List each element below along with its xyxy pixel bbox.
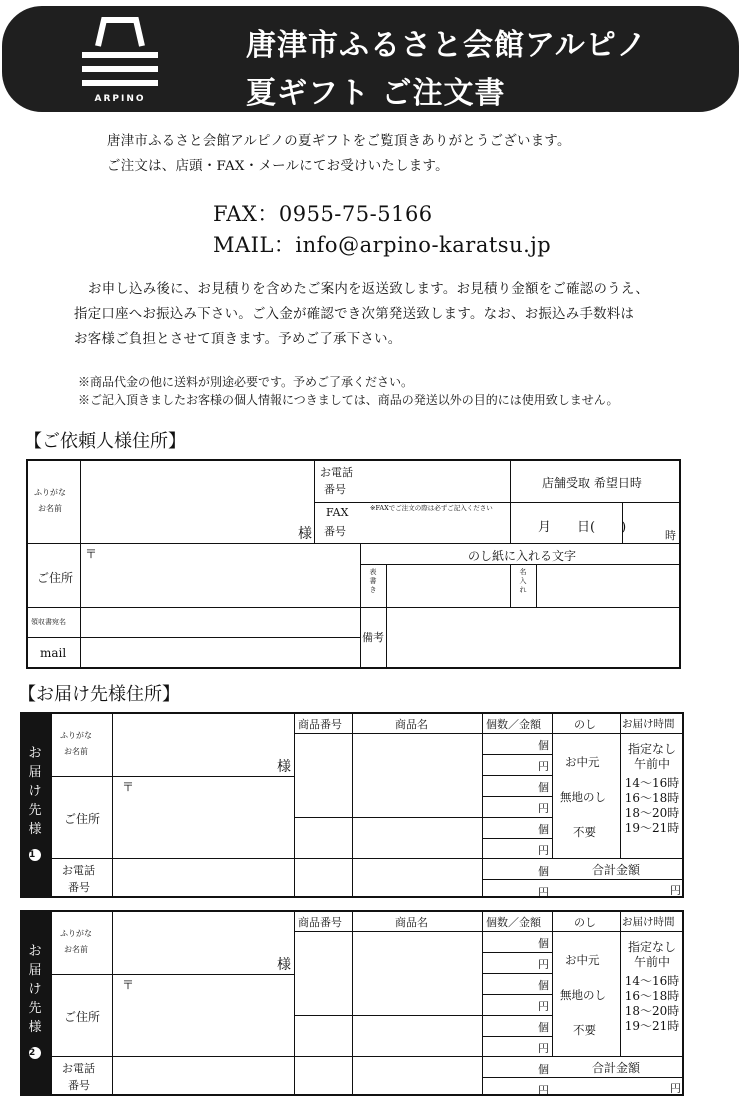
delivery-name-field[interactable]	[113, 714, 294, 776]
noshi-text-label: のし紙に入れる文字	[468, 549, 577, 563]
delivery-time-option[interactable]: 16〜18時	[624, 791, 680, 805]
pickup-label: 店舗受取 希望日時	[542, 476, 642, 490]
total-yen-unit: 円	[670, 884, 681, 897]
noshi-option-ochugen[interactable]: お中元	[565, 953, 600, 967]
delivery-time-options	[622, 940, 682, 1034]
requester-name-field[interactable]	[81, 461, 314, 543]
requester-fax-field[interactable]	[361, 511, 510, 543]
delivery-name-label: お名前	[64, 945, 88, 954]
delivery-time-options	[622, 742, 682, 836]
product-code-field[interactable]	[295, 817, 352, 858]
product-name-field[interactable]	[353, 734, 482, 817]
nairei-field[interactable]	[537, 565, 679, 607]
nairei-label: 名 入 れ	[519, 568, 527, 594]
col-noshi: のし	[574, 916, 596, 929]
col-delivery-time: お届け時間	[622, 916, 675, 928]
delivery-number-badge: 2	[29, 1047, 41, 1059]
qty-unit: 個	[538, 739, 549, 752]
delivery-phone-label2: 番号	[68, 1079, 90, 1092]
delivery-postal-mark: 〒	[122, 780, 135, 794]
pickup-time-unit: 時	[665, 529, 676, 542]
noshi-option-plain[interactable]: 無地のし	[560, 790, 606, 804]
qty-unit: 個	[538, 1063, 549, 1076]
requester-heading: 【ご依頼人様住所】	[24, 431, 186, 452]
col-qty-amount: 個数／金額	[486, 916, 541, 929]
qty-unit: 個	[538, 823, 549, 836]
col-qty-amount: 個数／金額	[486, 718, 541, 731]
body-line1: お申し込み後に、お見積りを含めたご案内を返送致します。お見積り金額をご確認のうえ、	[88, 282, 650, 297]
delivery-form	[50, 712, 684, 898]
delivery-side-label: お 届 け 先 様	[28, 746, 42, 837]
body-line2: 指定口座へお振込み下さい。ご入金が確認でき次第発送致します。なお、お振込み手数料は	[74, 307, 635, 322]
requester-furigana-label: ふりがな	[34, 488, 66, 497]
product-name-field[interactable]	[353, 1057, 482, 1094]
requester-name-label: お名前	[38, 504, 62, 513]
col-noshi: のし	[574, 718, 596, 731]
product-code-field[interactable]	[295, 1015, 352, 1056]
col-product-name: 商品名	[395, 916, 428, 929]
receipt-field[interactable]	[81, 608, 360, 637]
delivery-heading: 【お届け先様住所】	[18, 684, 180, 705]
qty-unit: 個	[538, 979, 549, 992]
intro-line2: ご注文は、店頭・FAX・メールにてお受けいたします。	[107, 159, 449, 174]
delivery-side-label: お 届 け 先 様	[28, 944, 42, 1035]
requester-phone-label: お電話	[320, 466, 353, 479]
qty-unit: 個	[538, 865, 549, 878]
delivery-time-option[interactable]: 16〜18時	[624, 989, 680, 1003]
mail-field[interactable]	[81, 638, 360, 667]
total-amount-field[interactable]	[553, 1078, 669, 1094]
product-code-field[interactable]	[295, 1057, 352, 1094]
col-product-code: 商品番号	[298, 718, 342, 731]
page-title-line1: 唐津市ふるさと会館アルピノ	[246, 28, 648, 63]
requester-fax-note: ※FAXでご注文の際は必ずご記入ください	[370, 504, 493, 512]
delivery-time-option[interactable]: 18〜20時	[624, 1004, 680, 1018]
product-name-field[interactable]	[353, 859, 482, 896]
delivery-sama-label: 様	[277, 759, 291, 775]
delivery-furigana-label: ふりがな	[60, 731, 92, 740]
delivery-address-label: ご住所	[64, 812, 101, 826]
delivery-address-field[interactable]	[113, 777, 294, 858]
delivery-time-option[interactable]: 19〜21時	[624, 821, 680, 835]
delivery-name-label: お名前	[64, 747, 88, 756]
total-amount-field[interactable]	[553, 880, 669, 896]
delivery-postal-mark: 〒	[122, 978, 135, 992]
requester-address-field[interactable]	[81, 544, 360, 607]
col-product-name: 商品名	[395, 718, 428, 731]
noshi-option-plain[interactable]: 無地のし	[560, 988, 606, 1002]
delivery-phone-field[interactable]	[113, 1057, 294, 1094]
yen-unit: 円	[538, 760, 549, 773]
qty-unit: 個	[538, 937, 549, 950]
requester-phone-label2: 番号	[324, 483, 346, 496]
pickup-date-field[interactable]: 月 日( )	[538, 520, 627, 535]
remarks-label: 備考	[362, 631, 384, 644]
delivery-address-field[interactable]	[113, 975, 294, 1056]
product-name-field[interactable]	[353, 932, 482, 1015]
delivery-furigana-label: ふりがな	[60, 929, 92, 938]
yen-unit: 円	[538, 1042, 549, 1055]
product-code-field[interactable]	[295, 859, 352, 896]
delivery-number-badge: 1	[29, 849, 41, 861]
delivery-time-option[interactable]: 午前中	[633, 757, 670, 771]
delivery-address-label: ご住所	[64, 1010, 101, 1024]
omotegaki-field[interactable]	[387, 565, 510, 607]
delivery-phone-label: お電話	[62, 864, 95, 877]
delivery-sidebar	[20, 910, 50, 1096]
yen-unit: 円	[538, 1000, 549, 1013]
contact-fax: FAX：0955-75-5166	[213, 202, 433, 226]
page-title-line2: 夏ギフト ご注文書	[246, 76, 506, 111]
delivery-sidebar	[20, 712, 50, 898]
delivery-phone-label: お電話	[62, 1062, 95, 1075]
qty-unit: 個	[538, 1021, 549, 1034]
col-product-code: 商品番号	[298, 916, 342, 929]
mail-label: mail	[40, 646, 67, 660]
requester-sama-label: 様	[298, 526, 312, 542]
requester-postal-mark: 〒	[85, 547, 98, 561]
omotegaki-label: 表 書 き	[369, 568, 377, 594]
delivery-sama-label: 様	[277, 957, 291, 973]
product-code-field[interactable]	[295, 734, 352, 817]
note-line2: ※ご記入頂きましたお客様の個人情報につきましては、商品の発送以外の目的には使用致しません。	[78, 393, 619, 407]
arpino-logo	[78, 16, 162, 108]
delivery-time-option[interactable]: 指定なし	[627, 940, 676, 954]
yen-unit: 円	[538, 958, 549, 971]
yen-unit: 円	[538, 844, 549, 857]
noshi-option-none[interactable]: 不要	[573, 825, 596, 839]
delivery-time-option[interactable]: 午前中	[633, 955, 670, 969]
delivery-name-field[interactable]	[113, 912, 294, 974]
yen-unit: 円	[538, 886, 549, 899]
header-banner	[2, 6, 739, 112]
yen-unit: 円	[538, 802, 549, 815]
arpino-logo-mark-icon	[78, 16, 162, 94]
delivery-phone-label2: 番号	[68, 881, 90, 894]
total-yen-unit: 円	[670, 1082, 681, 1095]
product-code-field[interactable]	[295, 932, 352, 1015]
requester-fax-label2: 番号	[324, 525, 346, 538]
remarks-field[interactable]	[387, 608, 679, 667]
col-delivery-time: お届け時間	[622, 718, 675, 730]
noshi-option-ochugen[interactable]: お中元	[565, 755, 600, 769]
requester-address-label: ご住所	[37, 571, 74, 585]
requester-fax-label: FAX	[326, 506, 349, 519]
note-line1: ※商品代金の他に送料が別途必要です。予めご了承ください。	[78, 375, 414, 389]
product-name-field[interactable]	[353, 1015, 482, 1056]
contact-mail: MAIL：info@arpino-karatsu.jp	[213, 233, 552, 257]
requester-form	[26, 459, 681, 669]
total-label: 合計金額	[592, 1061, 641, 1075]
qty-unit: 個	[538, 781, 549, 794]
logo-wordmark: ARPINO	[94, 94, 146, 104]
delivery-form	[50, 910, 684, 1096]
delivery-time-option[interactable]: 18〜20時	[624, 806, 680, 820]
requester-phone-field[interactable]	[361, 461, 510, 502]
delivery-phone-field[interactable]	[113, 859, 294, 896]
total-label: 合計金額	[592, 863, 641, 877]
delivery-time-option[interactable]: 14〜16時	[624, 776, 680, 790]
noshi-option-none[interactable]: 不要	[573, 1023, 596, 1037]
product-name-field[interactable]	[353, 817, 482, 858]
delivery-time-option[interactable]: 14〜16時	[624, 974, 680, 988]
receipt-label: 領収書宛名	[31, 618, 66, 626]
body-line3: お客様ご負担とさせて頂きます。予めご了承下さい。	[74, 332, 402, 347]
intro-line1: 唐津市ふるさと会館アルピノの夏ギフトをご覧頂きありがとうございます。	[107, 134, 571, 149]
yen-unit: 円	[538, 1084, 549, 1097]
delivery-time-option[interactable]: 指定なし	[627, 742, 676, 756]
delivery-time-option[interactable]: 19〜21時	[624, 1019, 680, 1033]
